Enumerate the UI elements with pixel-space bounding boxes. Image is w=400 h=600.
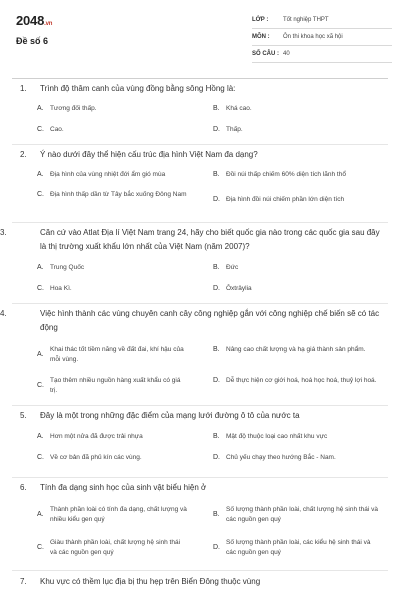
option-a[interactable] <box>37 170 187 180</box>
option-d[interactable] <box>213 284 381 294</box>
option-c[interactable] <box>37 284 187 294</box>
exam-code: Đề số 6 <box>16 36 49 46</box>
option-d[interactable] <box>213 376 381 386</box>
option-letter: B. <box>213 105 220 112</box>
info-key: MÔN : <box>252 34 270 40</box>
option-c[interactable] <box>37 453 187 463</box>
option-letter: D. <box>213 196 220 203</box>
option-text: Mật độ thuộc loại cao nhất khu vực <box>226 433 328 440</box>
option-text: Trung Quốc <box>50 264 85 271</box>
option-letter: B. <box>213 433 220 440</box>
question-number: 5. <box>20 411 27 420</box>
option-text: Ôxtrâylia <box>226 285 252 292</box>
option-letter: B. <box>213 264 220 271</box>
option-a[interactable] <box>37 505 187 525</box>
info-row-question-count <box>252 46 392 63</box>
question-text: Đây là một trong những đặc điểm của mạng lưới đường ô tô của nước ta <box>40 411 300 420</box>
option-letter: C. <box>37 544 44 551</box>
info-key: SỐ CÂU : <box>252 51 279 57</box>
question-separator <box>12 144 388 145</box>
option-text: Thấp. <box>226 126 243 133</box>
option-text: Địa hình của vùng nhiệt đới ẩm gió mùa <box>50 171 166 178</box>
option-text: Đồi núi thấp chiếm 60% diện tích lãnh thổ <box>226 171 346 178</box>
option-letter: C. <box>37 382 44 389</box>
option-letter: B. <box>213 346 220 353</box>
option-text: Tạo thêm nhiều nguồn hàng xuất khẩu có giá trị. <box>50 377 181 394</box>
option-a[interactable] <box>37 432 187 442</box>
question-stem <box>0 307 386 335</box>
option-text: Số lượng thành phần loài, các kiểu hệ sinh thái và các nguồn gen quý <box>226 539 371 556</box>
info-value: Ôn thi khoa học xã hội <box>283 34 343 40</box>
info-value: Tốt nghiệp THPT <box>283 17 329 23</box>
question-number: 3. <box>0 228 7 237</box>
option-b[interactable] <box>213 345 381 355</box>
option-d[interactable] <box>213 538 381 558</box>
option-c[interactable] <box>37 376 187 396</box>
question-text: Căn cứ vào Atlat Địa lí Việt Nam trang 24, hãy cho biết quốc gia nào trong các quốc gia sau đây là thị trường xuất khẩu lớn nhất của Việt Nam (năm 2007)? <box>40 228 380 251</box>
question-text: Việc hình thành các vùng chuyên canh cây công nghiệp gắn với công nghiệp chế biến sẽ có tác động <box>40 309 380 332</box>
option-a[interactable] <box>37 104 187 114</box>
question-number: 7. <box>20 577 27 586</box>
option-a[interactable] <box>37 263 187 273</box>
question-stem <box>20 409 386 423</box>
option-d[interactable] <box>213 453 381 463</box>
option-text: Khá cao. <box>226 105 252 112</box>
question-stem <box>0 226 386 254</box>
option-c[interactable] <box>37 125 187 135</box>
option-text: Nâng cao chất lượng và hạ giá thành sản phẩm. <box>226 346 366 353</box>
option-letter: D. <box>213 544 220 551</box>
option-b[interactable] <box>213 432 381 442</box>
exam-info-table <box>252 12 392 63</box>
option-text: Khai thác tốt tiềm năng về đất đai, khí hậu của mỗi vùng. <box>50 346 184 363</box>
question-text: Khu vực có thềm lục địa bị thu hẹp trên Biển Đông thuộc vùng <box>40 577 261 586</box>
option-letter: A. <box>37 511 44 518</box>
option-b[interactable] <box>213 170 381 180</box>
option-letter: A. <box>37 264 44 271</box>
option-text: Thành phần loài có tính đa dạng, chất lượng và nhiều kiểu gen quý <box>50 506 187 523</box>
option-text: Cao. <box>50 126 64 133</box>
option-d[interactable] <box>213 125 381 135</box>
question-separator <box>12 570 388 571</box>
option-b[interactable] <box>213 505 381 525</box>
option-letter: A. <box>37 171 44 178</box>
question-stem <box>20 575 386 589</box>
option-text: Số lượng thành phần loài, chất lượng hệ sinh thái và các nguồn gen quý <box>226 506 379 523</box>
option-text: Đức <box>226 264 239 271</box>
site-logo[interactable] <box>16 13 52 28</box>
option-text: Về cơ bản đã phủ kín các vùng. <box>50 454 142 461</box>
option-letter: C. <box>37 285 44 292</box>
exam-header <box>0 0 400 78</box>
option-b[interactable] <box>213 263 381 273</box>
option-text: Địa hình đồi núi chiếm phần lớn diện tích <box>226 196 345 203</box>
question-separator <box>12 303 388 304</box>
option-letter: C. <box>37 126 44 133</box>
option-text: Địa hình thấp dần từ Tây bắc xuống Đông Nam <box>50 191 187 198</box>
question-number: 2. <box>20 150 27 159</box>
option-letter: A. <box>37 351 44 358</box>
option-b[interactable] <box>213 104 381 114</box>
option-letter: C. <box>37 191 44 198</box>
question-separator <box>12 405 388 406</box>
question-number: 6. <box>20 483 27 492</box>
option-a[interactable] <box>37 345 187 365</box>
option-text: Chủ yếu chạy theo hướng Bắc - Nam. <box>226 454 336 461</box>
option-letter: D. <box>213 126 220 133</box>
question-stem <box>20 82 386 96</box>
option-letter: A. <box>37 433 44 440</box>
option-text: Dễ thực hiện cơ giới hoá, hoá học hoá, thuỷ lợi hoá. <box>226 377 377 384</box>
header-divider <box>12 78 388 79</box>
info-row-class <box>252 12 392 29</box>
question-stem <box>20 481 386 495</box>
question-text: Ý nào dưới đây thể hiện cấu trúc địa hình Việt Nam đa dạng? <box>40 150 258 159</box>
option-text: Hơn một nửa đã được trải nhựa <box>50 433 143 440</box>
option-c[interactable] <box>37 538 187 558</box>
info-key: LỚP : <box>252 17 269 23</box>
option-letter: B. <box>213 171 220 178</box>
question-number: 1. <box>20 84 27 93</box>
question-separator <box>12 222 388 223</box>
logo-suffix: .vn <box>44 21 53 27</box>
option-text: Tương đối thấp. <box>50 105 97 112</box>
option-letter: B. <box>213 511 220 518</box>
option-letter: D. <box>213 377 220 384</box>
option-c[interactable] <box>37 190 187 200</box>
question-separator <box>12 477 388 478</box>
info-value: 40 <box>283 51 290 57</box>
question-text: Trình độ thâm canh của vùng đồng bằng sông Hồng là: <box>40 84 236 93</box>
option-text: Hoa Kì. <box>50 285 72 292</box>
option-text: Giàu thành phần loài, chất lượng hệ sinh thái và các nguồn gen quý <box>50 539 181 556</box>
question-text: Tính đa dạng sinh học của sinh vật biểu hiện ở <box>40 483 207 492</box>
option-d[interactable] <box>213 195 381 205</box>
logo-main: 2048 <box>16 13 45 28</box>
option-letter: D. <box>213 454 220 461</box>
option-letter: C. <box>37 454 44 461</box>
option-letter: A. <box>37 105 44 112</box>
question-stem <box>20 148 386 162</box>
option-letter: D. <box>213 285 220 292</box>
info-row-subject <box>252 29 392 46</box>
question-number: 4. <box>0 309 7 318</box>
